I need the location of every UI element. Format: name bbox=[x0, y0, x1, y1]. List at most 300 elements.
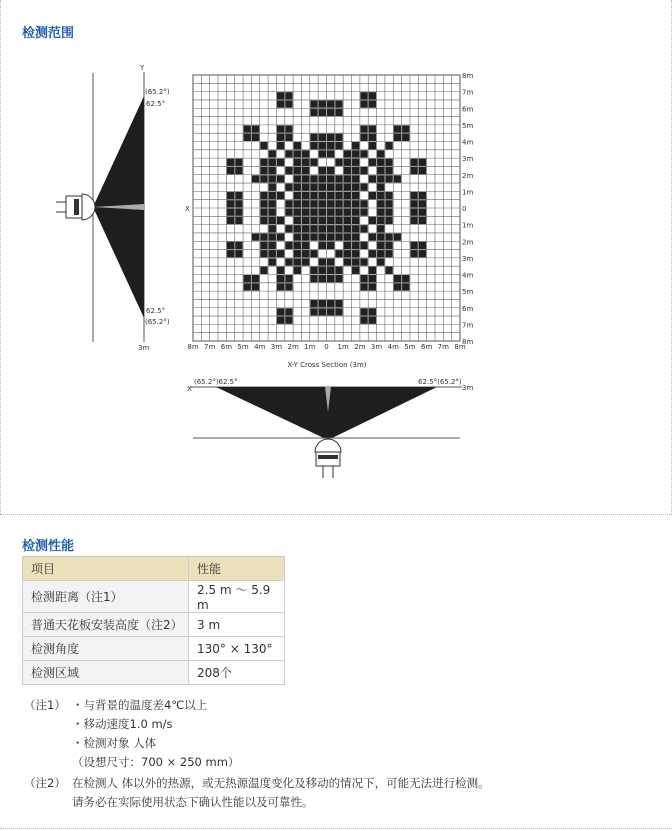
detection-zone-block bbox=[377, 209, 384, 216]
detection-zone-block bbox=[385, 192, 392, 199]
note2-line: 在检测人 体以外的热源，或无热源温度变化及移动的情况下，可能无法进行检测。 bbox=[72, 776, 490, 790]
detection-zone-block bbox=[369, 275, 376, 282]
detection-zone-block bbox=[260, 233, 267, 240]
detection-zone-block bbox=[385, 217, 392, 224]
detection-zone-block bbox=[269, 225, 276, 232]
detection-zone-block bbox=[244, 125, 251, 132]
detection-zone-block bbox=[360, 167, 367, 174]
detection-zone-block bbox=[327, 225, 334, 232]
detection-zone-block bbox=[352, 200, 359, 207]
detection-zone-block bbox=[260, 159, 267, 166]
detection-zone-block bbox=[344, 217, 351, 224]
detection-zone-block bbox=[352, 209, 359, 216]
detection-zone-block bbox=[302, 167, 309, 174]
detection-zone-block bbox=[369, 125, 376, 132]
detection-zone-block bbox=[294, 209, 301, 216]
detection-zone-block bbox=[319, 300, 326, 307]
detection-zone-block bbox=[260, 250, 267, 257]
detection-zone-block bbox=[277, 250, 284, 257]
detection-zone-block bbox=[369, 134, 376, 141]
detection-zone-block bbox=[335, 209, 342, 216]
detection-zone-block bbox=[227, 250, 234, 257]
left-border bbox=[0, 0, 1, 514]
detection-zone-block bbox=[377, 217, 384, 224]
table-header-item: 项目 bbox=[23, 557, 189, 581]
detection-zone-block bbox=[260, 217, 267, 224]
detection-zone-block bbox=[327, 233, 334, 240]
note2-line: 请务必在实际使用状态下确认性能以及可靠性。 bbox=[72, 795, 314, 809]
detection-zone-block bbox=[302, 150, 309, 157]
detection-zone-block bbox=[410, 217, 417, 224]
detection-zone-block bbox=[285, 100, 292, 107]
detection-zone-block bbox=[269, 242, 276, 249]
detection-zone-block bbox=[327, 150, 334, 157]
side-angle-outer-top: (65.2°) bbox=[145, 88, 170, 96]
detection-zone-block bbox=[327, 175, 334, 182]
detection-zone-block bbox=[294, 184, 301, 191]
detection-zone-block bbox=[344, 225, 351, 232]
detection-zone-block bbox=[252, 283, 259, 290]
detection-zone-block bbox=[269, 200, 276, 207]
detection-zone-block bbox=[227, 159, 234, 166]
bottom-divider bbox=[0, 828, 672, 829]
detection-zone-block bbox=[352, 233, 359, 240]
detection-zone-block bbox=[310, 233, 317, 240]
side-angle-inner-top: 62.5° bbox=[146, 100, 166, 108]
detection-zone-block bbox=[360, 283, 367, 290]
detection-zone-block bbox=[327, 217, 334, 224]
detection-zone-block bbox=[294, 159, 301, 166]
detection-zone-block bbox=[385, 233, 392, 240]
detection-zone-block bbox=[344, 167, 351, 174]
detection-zone-block bbox=[360, 317, 367, 324]
detection-zone-block bbox=[310, 175, 317, 182]
performance-table bbox=[22, 556, 285, 685]
detection-zone-block bbox=[285, 308, 292, 315]
detection-zone-block bbox=[419, 250, 426, 257]
grid-right-tick-label: 1m bbox=[462, 221, 474, 230]
grid-bottom-tick-label: 3m bbox=[270, 343, 283, 351]
detection-zone-block bbox=[327, 134, 334, 141]
detection-zone-block bbox=[277, 175, 284, 182]
side-angle-inner-bottom: 62.5° bbox=[146, 307, 166, 315]
detection-zone-block bbox=[344, 192, 351, 199]
detection-zone-block bbox=[310, 267, 317, 274]
detection-zone-block bbox=[252, 134, 259, 141]
detection-zone-block bbox=[260, 200, 267, 207]
front-x-label: X bbox=[187, 385, 192, 393]
detection-zone-block bbox=[335, 109, 342, 116]
detection-zone-block bbox=[402, 134, 409, 141]
detection-zone-block bbox=[319, 100, 326, 107]
detection-zone-block bbox=[377, 225, 384, 232]
detection-zone-block bbox=[410, 159, 417, 166]
detection-zone-block bbox=[402, 275, 409, 282]
note1-line: ・移动速度1.0 m/s bbox=[72, 717, 173, 731]
detection-zone-block bbox=[269, 258, 276, 265]
detection-zone-block bbox=[360, 100, 367, 107]
detection-zone-block bbox=[302, 175, 309, 182]
detection-zone-block bbox=[285, 150, 292, 157]
detection-zone-block bbox=[310, 217, 317, 224]
detection-zone-block bbox=[369, 267, 376, 274]
detection-zone-block bbox=[252, 175, 259, 182]
detection-zone-block bbox=[319, 267, 326, 274]
detection-zone-block bbox=[310, 300, 317, 307]
detection-zone-block bbox=[352, 267, 359, 274]
detection-zone-block bbox=[294, 233, 301, 240]
detection-zone-block bbox=[360, 209, 367, 216]
detection-zone-block bbox=[310, 209, 317, 216]
detection-zone-block bbox=[319, 192, 326, 199]
detection-zone-block bbox=[385, 159, 392, 166]
detection-zone-block bbox=[302, 258, 309, 265]
detection-zone-block bbox=[344, 200, 351, 207]
detection-zone-block bbox=[377, 150, 384, 157]
table-cell-value: 208个 bbox=[189, 661, 285, 685]
detection-zone-block bbox=[302, 192, 309, 199]
detection-zone-block bbox=[327, 308, 334, 315]
detection-zone-block bbox=[394, 275, 401, 282]
grid-bottom-tick-label: 8m bbox=[187, 343, 199, 351]
detection-zone-block bbox=[277, 134, 284, 141]
grid-caption: X-Y Cross Section (3m) bbox=[287, 361, 367, 369]
detection-zone-block bbox=[260, 192, 267, 199]
grid-bottom-tick-label: 0 bbox=[324, 343, 329, 351]
table-cell-label: 检测角度 bbox=[23, 637, 189, 661]
front-left-angle: (65.2°)62.5° bbox=[194, 378, 238, 386]
section-divider bbox=[0, 514, 672, 515]
detection-zone-block bbox=[344, 242, 351, 249]
detection-zone-block bbox=[310, 184, 317, 191]
detection-zone-block bbox=[235, 209, 242, 216]
detection-zone-block bbox=[269, 184, 276, 191]
detection-zone-block bbox=[269, 159, 276, 166]
detection-zone-block bbox=[319, 142, 326, 149]
detection-zone-block bbox=[294, 150, 301, 157]
detection-zone-block bbox=[377, 184, 384, 191]
detection-zone-block bbox=[319, 109, 326, 116]
detection-zone-block bbox=[244, 134, 251, 141]
detection-zone-block bbox=[377, 192, 384, 199]
detection-zone-block bbox=[402, 125, 409, 132]
table-header-performance: 性能 bbox=[189, 557, 285, 581]
detection-zone-block bbox=[285, 209, 292, 216]
detection-zone-block bbox=[344, 175, 351, 182]
detection-zone-block bbox=[227, 242, 234, 249]
detection-zone-block bbox=[369, 159, 376, 166]
grid-right-tick-label: 5m bbox=[462, 121, 474, 130]
detection-zone-block bbox=[235, 217, 242, 224]
detection-zone-block bbox=[335, 184, 342, 191]
detection-zone-block bbox=[302, 242, 309, 249]
detection-zone-block bbox=[302, 209, 309, 216]
front-height-label: 3m bbox=[462, 384, 474, 392]
detection-zone-block bbox=[285, 92, 292, 99]
note1-line: ・与背景的温度差4℃以上 bbox=[72, 698, 208, 712]
table-cell-label: 检测距离（注1） bbox=[23, 581, 189, 613]
side-angle-outer-bottom: (65.2°) bbox=[145, 318, 170, 326]
detection-zone-block bbox=[327, 192, 334, 199]
grid-right-tick-label: 2m bbox=[462, 171, 474, 180]
detection-zone-block bbox=[319, 258, 326, 265]
detection-zone-block bbox=[344, 184, 351, 191]
sensor-front-icon bbox=[315, 439, 341, 478]
detection-zone-block bbox=[344, 233, 351, 240]
table-header-row bbox=[23, 557, 285, 581]
grid-bottom-tick-label: 7m bbox=[437, 343, 449, 351]
grid-right-tick-label: 6m bbox=[462, 105, 474, 114]
detection-zone-block bbox=[369, 175, 376, 182]
detection-zone-block bbox=[319, 233, 326, 240]
grid-right-tick-label: 8m bbox=[462, 72, 474, 80]
detection-zone-block bbox=[285, 225, 292, 232]
grid-right-tick-label: 5m bbox=[462, 288, 474, 297]
side-height-label: 3m bbox=[138, 344, 150, 352]
detection-zone-block bbox=[360, 225, 367, 232]
detection-zone-block bbox=[335, 300, 342, 307]
detection-zone-block bbox=[227, 192, 234, 199]
detection-zone-block bbox=[294, 142, 301, 149]
detection-zone-block bbox=[294, 242, 301, 249]
detection-zone-block bbox=[410, 200, 417, 207]
detection-zone-block bbox=[285, 275, 292, 282]
detection-zone-block bbox=[369, 233, 376, 240]
table-row bbox=[23, 661, 285, 685]
detection-zone-block bbox=[319, 150, 326, 157]
detection-zone-block bbox=[310, 308, 317, 315]
detection-zone-block bbox=[369, 250, 376, 257]
detection-zone-block bbox=[277, 192, 284, 199]
grid-bottom-tick-label: 6m bbox=[220, 343, 233, 351]
detection-zone-block bbox=[385, 175, 392, 182]
detection-zone-block bbox=[352, 217, 359, 224]
detection-zone-block bbox=[302, 200, 309, 207]
detection-zone-block bbox=[285, 258, 292, 265]
detection-zone-block bbox=[227, 217, 234, 224]
detection-zone-block bbox=[352, 159, 359, 166]
detection-zone-block bbox=[335, 192, 342, 199]
detection-zone-block bbox=[260, 242, 267, 249]
detection-zone-block bbox=[360, 242, 367, 249]
detection-zone-block bbox=[277, 317, 284, 324]
detection-zone-block bbox=[369, 308, 376, 315]
detection-zone-block bbox=[394, 175, 401, 182]
detection-zone-block bbox=[394, 283, 401, 290]
detection-zone-block bbox=[377, 159, 384, 166]
detection-zone-block bbox=[269, 150, 276, 157]
detection-zone-block bbox=[377, 250, 384, 257]
front-right-angle: 62.5°(65.2°) bbox=[418, 378, 462, 386]
detection-zone-block bbox=[285, 184, 292, 191]
note1-line: ・检测对象 人体 bbox=[72, 736, 157, 750]
detection-zone-block bbox=[235, 167, 242, 174]
detection-zone-block bbox=[385, 167, 392, 174]
detection-zone-block bbox=[327, 242, 334, 249]
detection-zone-block bbox=[294, 175, 301, 182]
table-cell-value: 3 m bbox=[189, 613, 285, 637]
detection-zone-block bbox=[285, 317, 292, 324]
detection-zone-block bbox=[352, 225, 359, 232]
grid-right-tick-label: 1m bbox=[462, 188, 474, 197]
grid-right-tick-label: 7m bbox=[462, 321, 474, 330]
detection-zone-block bbox=[344, 258, 351, 265]
detection-zone-block bbox=[235, 159, 242, 166]
detection-zone-block bbox=[235, 242, 242, 249]
detection-zone-block bbox=[310, 134, 317, 141]
detection-zone-block bbox=[344, 159, 351, 166]
detection-zone-block bbox=[285, 134, 292, 141]
detection-zone-block bbox=[360, 150, 367, 157]
detection-zone-block bbox=[310, 225, 317, 232]
detection-zone-block bbox=[227, 167, 234, 174]
detection-zone-block bbox=[310, 100, 317, 107]
note2-label: （注2） bbox=[24, 776, 66, 790]
grid-bottom-axis-labels bbox=[187, 343, 465, 351]
detection-zone-block bbox=[327, 184, 334, 191]
table-cell-label: 普通天花板安装高度（注2） bbox=[23, 613, 189, 637]
detection-zone-block bbox=[352, 184, 359, 191]
grid-bottom-tick-label: 3m bbox=[370, 343, 383, 351]
detection-zone-block bbox=[277, 217, 284, 224]
detection-zone-block bbox=[385, 200, 392, 207]
grid-right-tick-label: 8m bbox=[462, 338, 474, 346]
detection-zone-block bbox=[319, 308, 326, 315]
detection-zone-block bbox=[369, 142, 376, 149]
detection-zone-block bbox=[302, 217, 309, 224]
detection-zone-block bbox=[327, 300, 334, 307]
table-row bbox=[23, 613, 285, 637]
detection-zone-block bbox=[294, 250, 301, 257]
detection-zone-block bbox=[310, 142, 317, 149]
detection-zone-block bbox=[360, 308, 367, 315]
detection-zone-block bbox=[302, 233, 309, 240]
grid-x-axis-label: X bbox=[185, 205, 190, 213]
detection-zone-block bbox=[260, 167, 267, 174]
detection-zone-block bbox=[360, 184, 367, 191]
detection-zone-block bbox=[302, 250, 309, 257]
detection-zone-block bbox=[244, 275, 251, 282]
detection-zone-block bbox=[252, 125, 259, 132]
detection-zone-block bbox=[252, 275, 259, 282]
detection-zone-block bbox=[277, 159, 284, 166]
detection-zone-block bbox=[260, 142, 267, 149]
detection-zone-block bbox=[335, 142, 342, 149]
detection-zone-block bbox=[360, 275, 367, 282]
detection-zone-block bbox=[277, 125, 284, 132]
grid-bottom-tick-label: 6m bbox=[420, 343, 433, 351]
detection-zone-block bbox=[294, 217, 301, 224]
sensor-side-icon bbox=[56, 194, 95, 220]
detection-zone-block bbox=[410, 250, 417, 257]
detection-zone-block bbox=[352, 258, 359, 265]
detection-zone-block bbox=[360, 125, 367, 132]
detection-zone-block bbox=[369, 92, 376, 99]
detection-zone-block bbox=[294, 200, 301, 207]
table-row bbox=[23, 637, 285, 661]
detection-zone-block bbox=[319, 167, 326, 174]
detection-zone-block bbox=[319, 217, 326, 224]
grid-bottom-tick-label: 4m bbox=[254, 343, 266, 351]
section-title-detection-performance: 检测性能 bbox=[22, 539, 75, 554]
detection-zone-block bbox=[385, 250, 392, 257]
detection-zone-block bbox=[235, 200, 242, 207]
detection-zone-block bbox=[335, 267, 342, 274]
detection-zone-block bbox=[352, 242, 359, 249]
grid-right-tick-label: 2m bbox=[462, 238, 474, 247]
detection-zone-block bbox=[244, 283, 251, 290]
grid-right-tick-label: 3m bbox=[462, 254, 474, 263]
detection-zone-block bbox=[269, 167, 276, 174]
detection-zone-block bbox=[319, 275, 326, 282]
detection-zone-block bbox=[235, 250, 242, 257]
detection-zone-block bbox=[335, 250, 342, 257]
detection-zone-block bbox=[252, 233, 259, 240]
detection-zone-block bbox=[335, 134, 342, 141]
grid-bottom-tick-label: 5m bbox=[237, 343, 249, 351]
detection-zone-block bbox=[335, 308, 342, 315]
detection-zone-block bbox=[402, 283, 409, 290]
detection-zone-block bbox=[419, 159, 426, 166]
detection-zone-block bbox=[327, 100, 334, 107]
detection-zone-block bbox=[277, 283, 284, 290]
detection-zone-block bbox=[352, 250, 359, 257]
detection-zone-block bbox=[335, 159, 342, 166]
detection-zone-block bbox=[294, 192, 301, 199]
detection-zone-block bbox=[352, 142, 359, 149]
table-cell-label: 检测区域 bbox=[23, 661, 189, 685]
detection-zone-block bbox=[377, 242, 384, 249]
detection-zone-block bbox=[344, 209, 351, 216]
detection-zone-block bbox=[335, 100, 342, 107]
grid-right-tick-label: 4m bbox=[462, 138, 474, 147]
detection-zone-block bbox=[319, 225, 326, 232]
detection-zone-block bbox=[277, 275, 284, 282]
detection-zone-block bbox=[285, 283, 292, 290]
grid-bottom-tick-label: 4m bbox=[387, 343, 399, 351]
detection-zone-block bbox=[319, 175, 326, 182]
detection-zone-block bbox=[377, 167, 384, 174]
grid-bottom-tick-label: 8m bbox=[454, 343, 466, 351]
detection-zone-block bbox=[294, 225, 301, 232]
detection-zone-block bbox=[227, 209, 234, 216]
grid-right-tick-label: 4m bbox=[462, 271, 474, 280]
detection-zone-block bbox=[319, 184, 326, 191]
grid-right-tick-label: 6m bbox=[462, 304, 474, 313]
detection-zone-block bbox=[419, 200, 426, 207]
detection-zone-block bbox=[310, 192, 317, 199]
detection-zone-block bbox=[385, 242, 392, 249]
detection-zone-block bbox=[410, 167, 417, 174]
grid-bottom-tick-label: 2m bbox=[287, 343, 299, 351]
detection-zone-block bbox=[394, 233, 401, 240]
detection-zone-block bbox=[352, 192, 359, 199]
detection-zone-block bbox=[344, 150, 351, 157]
grid-right-axis-labels bbox=[462, 72, 473, 346]
detection-zone-block bbox=[377, 200, 384, 207]
note1-label: （注1） bbox=[24, 698, 66, 712]
table-cell-value: 130° × 130° bbox=[189, 637, 285, 661]
detection-zone-block bbox=[410, 209, 417, 216]
detection-zone-block bbox=[260, 175, 267, 182]
detection-zone-block bbox=[310, 200, 317, 207]
detection-zone-block bbox=[335, 200, 342, 207]
detection-zone-block bbox=[260, 209, 267, 216]
detection-zone-block bbox=[277, 267, 284, 274]
detection-zone-block bbox=[385, 209, 392, 216]
detection-zone-block bbox=[269, 192, 276, 199]
detection-zone-block bbox=[410, 192, 417, 199]
